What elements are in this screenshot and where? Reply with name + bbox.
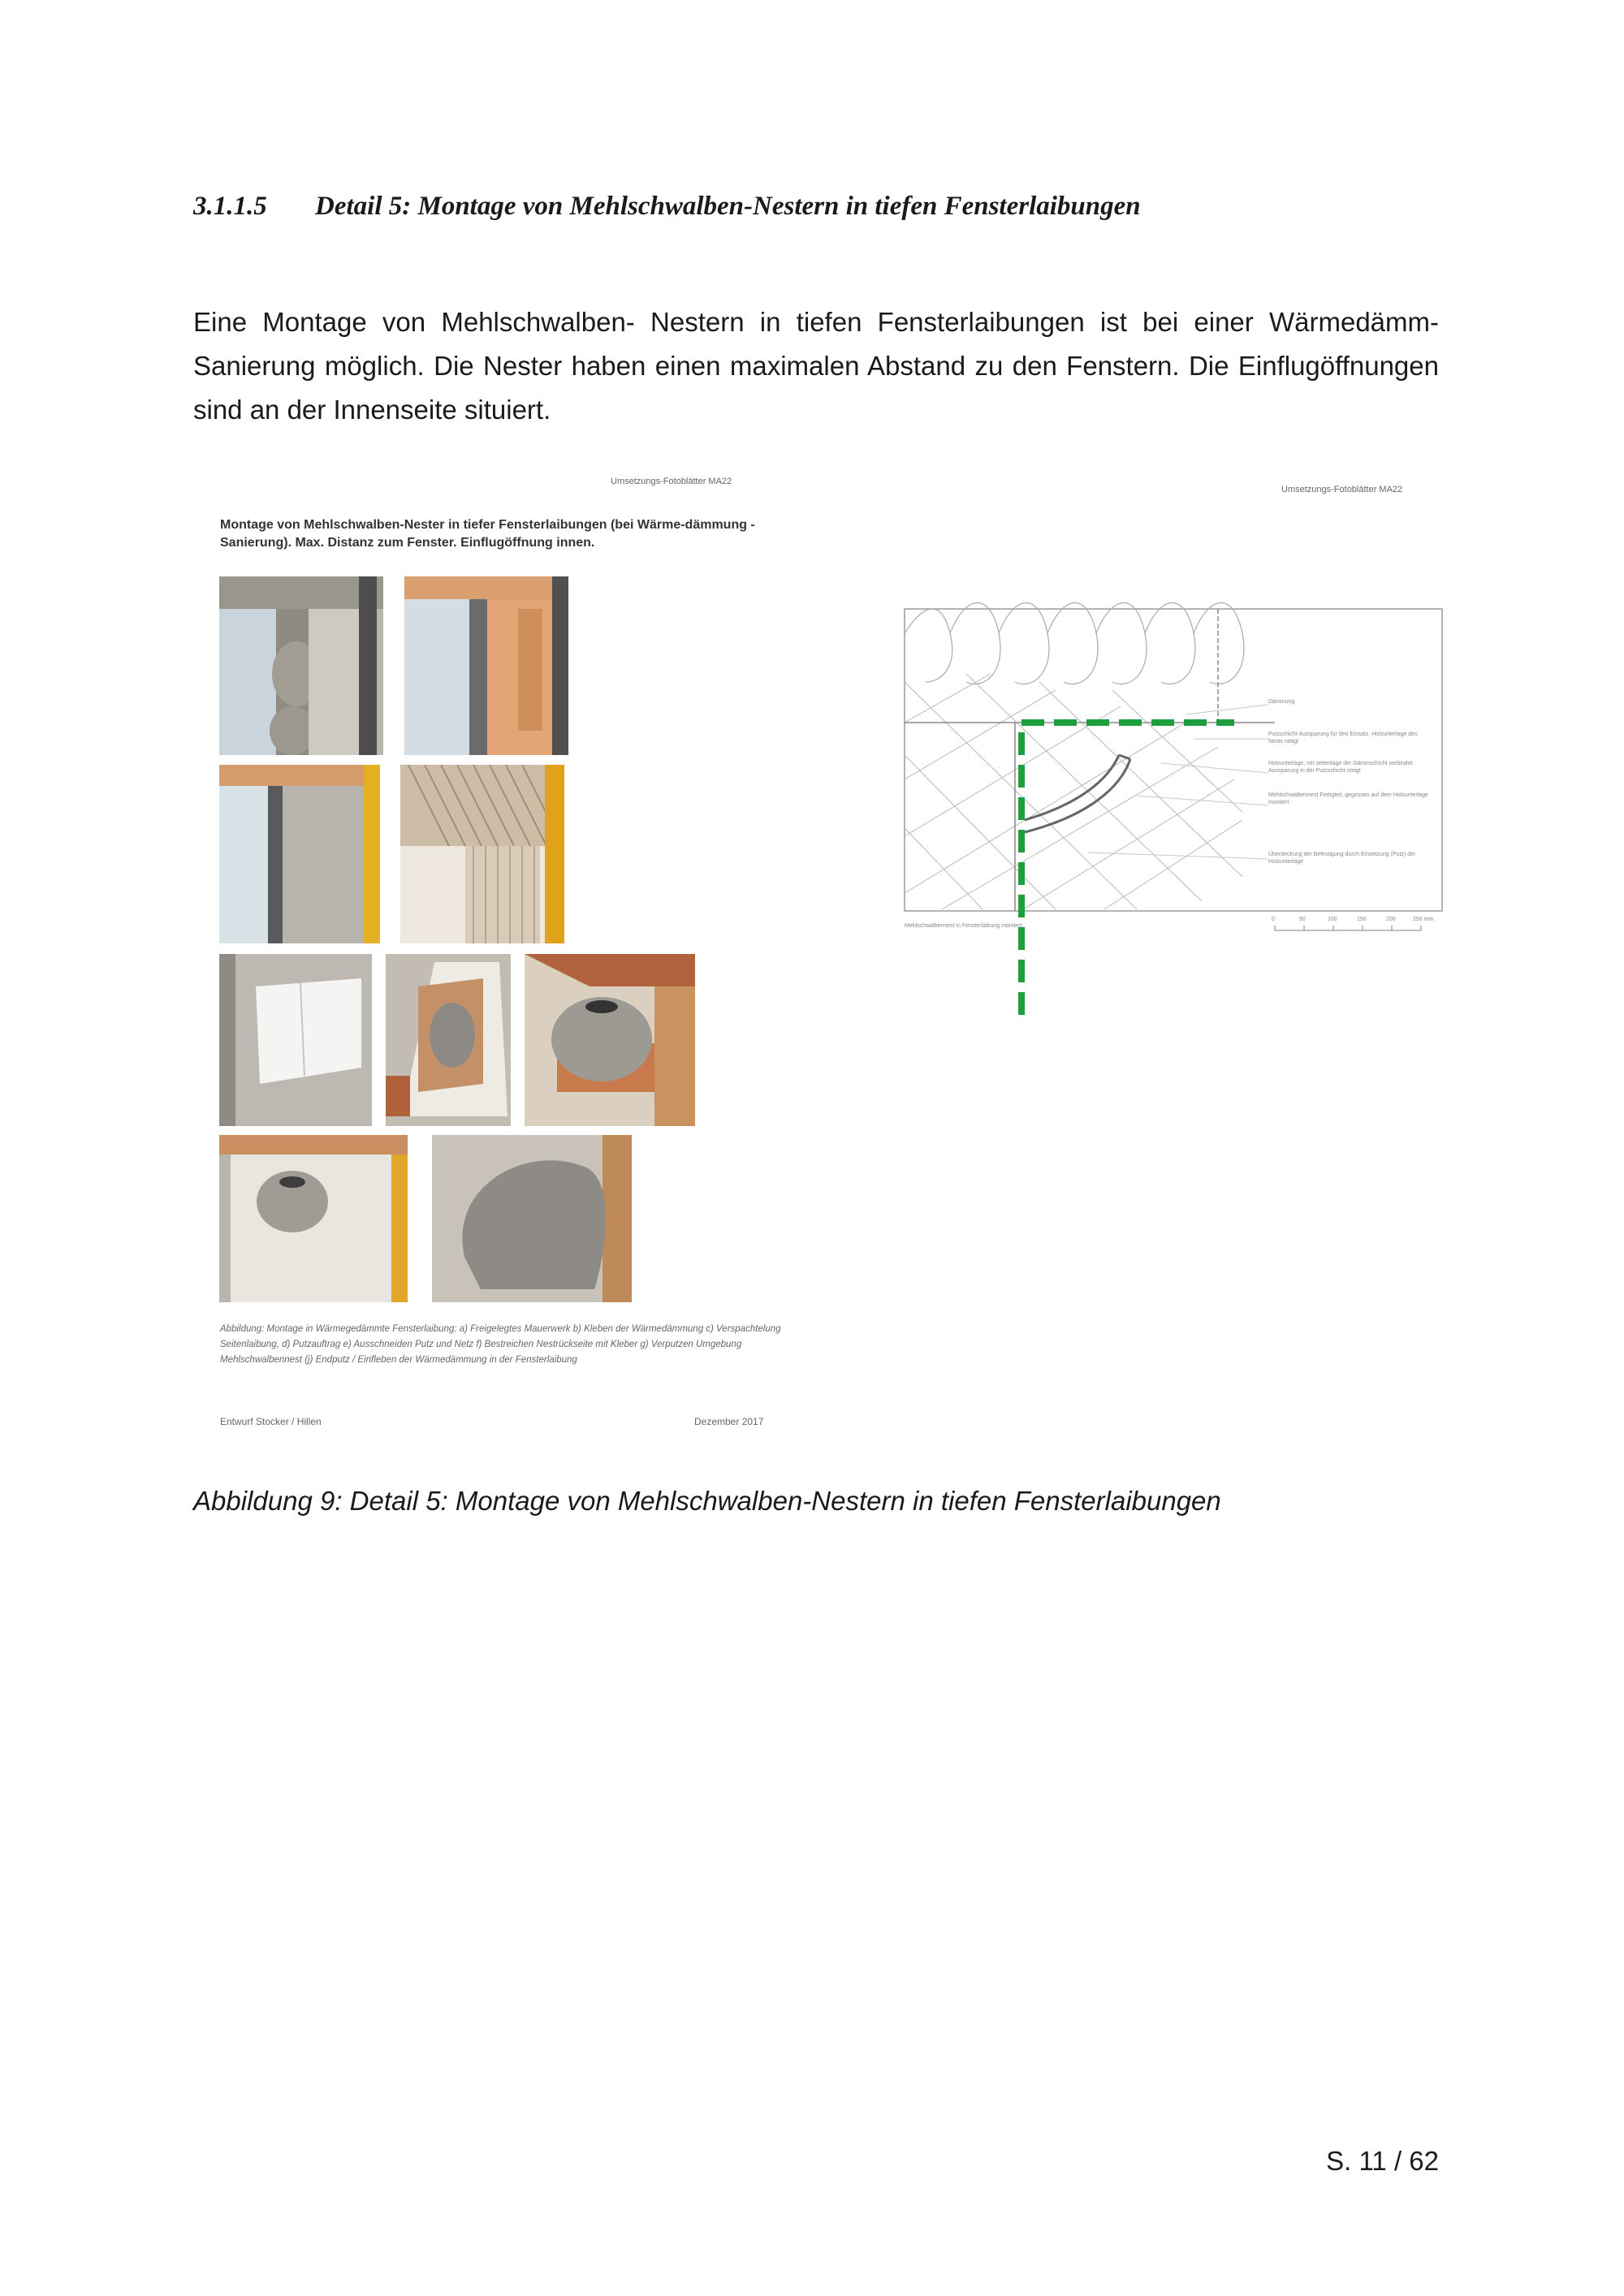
photo-i-nest-closeup xyxy=(432,1135,632,1302)
section-number: 3.1.1.5 xyxy=(193,192,267,221)
drawing-sheet xyxy=(893,471,1453,1023)
label-putzschicht: Putzschicht Aussparung für den Einsatz. Holzunterlage des Nests nötigt xyxy=(1268,732,1418,744)
scale-200: 200 xyxy=(1386,917,1396,922)
photo-h-nest-final xyxy=(219,1135,408,1302)
drawing-sheet-header: Umsetzungs-Fotoblätter MA22 xyxy=(1281,485,1403,494)
photo-sheet-author: Entwurf Stocker / Hillen xyxy=(220,1416,322,1427)
label-nest: Mehlschwalbennest Fertigteil, gegossen auf dem Holzunterlage montiert xyxy=(1268,792,1428,805)
photo-sheet-header: Umsetzungs-Fotoblätter MA22 xyxy=(611,477,732,486)
scale-150: 150 xyxy=(1357,917,1367,922)
photo-d-plaster-net xyxy=(400,765,564,943)
section-heading xyxy=(193,192,1492,222)
scale-250: 250 mm xyxy=(1413,917,1434,922)
photo-sheet-title: Montage von Mehlschwalben-Nester in tiefer Fensterlaibungen (bei Wärme-dämmung - Sanierung). Max. Distanz zum Fenster. Einflugöffnung innen. xyxy=(220,518,755,550)
label-bottom: Mehlschwalbennest in Fensterlaibung montiert xyxy=(905,923,1022,929)
scale-0: 0 xyxy=(1272,917,1275,922)
scale-100: 100 xyxy=(1328,917,1337,922)
section-title: Detail 5: Montage von Mehlschwalben-Nestern in tiefen Fensterlaibungen xyxy=(315,192,1141,221)
label-holzunterlage: Holzunterlage, mit seitenlage der Dämmschicht verbindet Aussparung in der Putzschicht nötigt xyxy=(1268,761,1413,774)
body-paragraph: Eine Montage von Mehlschwalben- Nestern in tiefen Fensterlaibungen ist bei einer Wärmedämm-Sanierung möglich. Die Nester haben einen maximalen Abstand zu den Fenstern. Die Einflugöffnungen sind an der Innenseite situiert. xyxy=(193,307,1439,425)
photo-f-nest-back-glue xyxy=(386,954,511,1126)
photo-sheet-date: Dezember 2017 xyxy=(694,1416,764,1427)
photo-e-cut-plaster xyxy=(219,954,372,1126)
photo-g-nest-plastered xyxy=(525,954,695,1126)
photo-sheet xyxy=(203,471,804,1445)
label-ueberdeckung: Überdeckung der Befestigung durch Einsetzung (Putz) der Holzunterlage xyxy=(1268,852,1416,865)
photo-sheet-caption: Abbildung: Montage in Wärmegedämmte Fensterlaibung: a) Freigelegtes Mauerwerk b) Kleben der Wärmedämmung c) Verspachtelung Seitenlaibung, d) Putzauftrag e) Ausschneiden Putz und Netz f) Bestreichen Nestrückseite mit Kleber g) Verputzen Umgebung Mehlschwalbennest (j) Endputz / Einfleben der Wärmedämmung in der Fensterlaibung xyxy=(220,1324,781,1365)
photo-a-window-masonry xyxy=(219,576,383,755)
photo-b-insulation-glued xyxy=(404,576,568,755)
figure-caption: Abbildung 9: Detail 5: Montage von Mehlschwalben-Nestern in tiefen Fensterlaibungen xyxy=(193,1486,1221,1516)
label-daemmung: Dämmung xyxy=(1268,699,1295,705)
scale-50: 50 xyxy=(1299,917,1306,922)
photo-c-side-reveal xyxy=(219,765,380,943)
page-number: S. 11 / 62 xyxy=(1326,2146,1439,2176)
detail-drawing xyxy=(893,471,1453,1023)
